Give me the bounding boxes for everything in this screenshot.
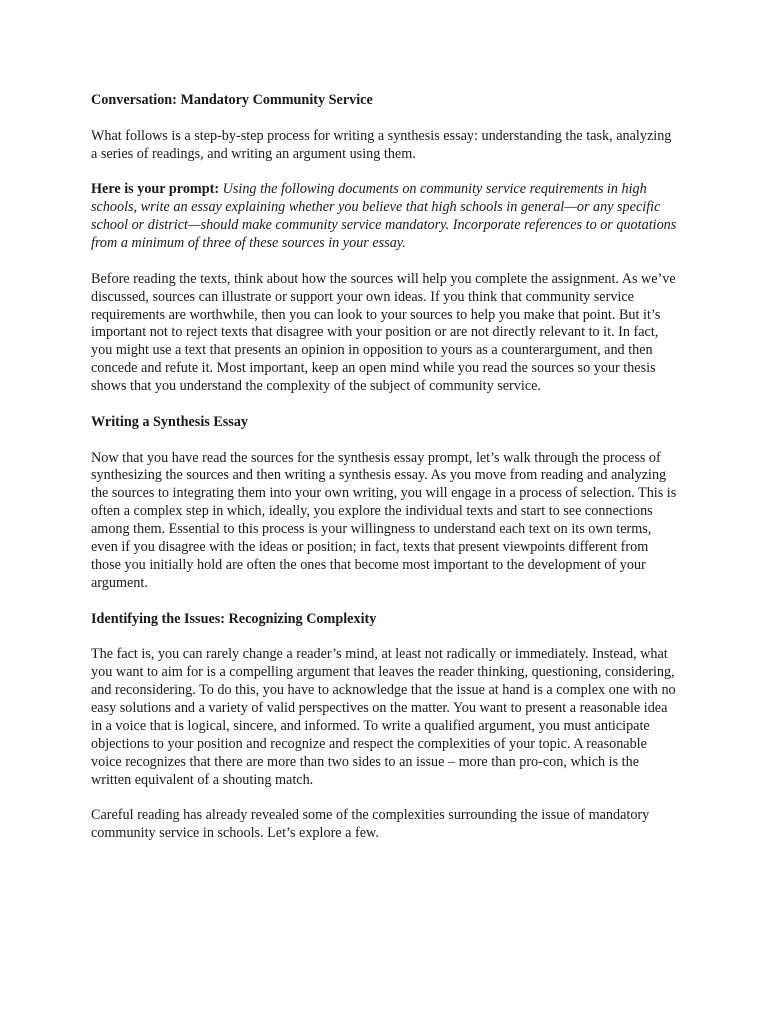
careful-reading-paragraph: Careful reading has already revealed some of the complexities surrounding the issue of mandatory community service in schools. Let’s explore a few.: [91, 807, 650, 842]
document-page: [91, 92, 681, 861]
document-title: Conversation: Mandatory Community Service: [91, 92, 373, 108]
prompt-text: Using the following documents on community service requirements in high schools, write an essay explaining whether you believe that high schools in general—or any specific school or district—should make community service mandatory. Incorporate references to or quotations from a minimum of three of these sources in your essay.: [91, 181, 677, 252]
prompt-label: Here is your prompt:: [91, 181, 220, 198]
prompt-paragraph: [91, 181, 681, 253]
section-heading-writing-synthesis: Writing a Synthesis Essay: [91, 413, 249, 430]
section-heading-identifying-issues: Identifying the Issues: Recognizing Complexity: [91, 610, 377, 627]
before-reading-paragraph: Before reading the texts, think about how the sources will help you complete the assignment. As we’ve discussed, sources can illustrate or support your own ideas. If you think that community service requirements are worthwhile, then you can look to your sources to help you make that point. But it’s important not to reject texts that disagree with your position or are not directly relevant to it. In fact, you might use a text that presents an opinion in opposition to yours as a counterargument, and then concede and refute it. Most important, keep an open mind while you read the sources so your thesis shows that you understand the complexity of the subject of community service.: [91, 270, 676, 395]
complexity-paragraph: The fact is, you can rarely change a reader’s mind, at least not radically or immediately. Instead, what you want to aim for is a compelling argument that leaves the reader thinking, questioning, considering, and reconsidering. To do this, you have to acknowledge that the issue at hand is a complex one with no easy solutions and a variety of valid perspectives on the matter. You want to present a reasonable idea in a voice that is logical, sincere, and informed. To write a qualified argument, you must anticipate objections to your position and recognize and respect the complexities of your topic. A reasonable voice recognizes that there are more than two sides to an issue – more than pro-con, which is the written equivalent of a shouting match.: [91, 646, 676, 788]
synthesis-paragraph: Now that you have read the sources for the synthesis essay prompt, let’s walk through the process of synthesizing the sources and then writing a synthesis essay. As you move from reading and analyzing the sources to integrating them into your own writing, you will engage in a process of selection. This is often a complex step in which, ideally, you explore the individual texts and start to see connections among them. Essential to this process is your willingness to understand each text on its own terms, even if you disagree with the ideas or position; in fact, texts that present viewpoints different from those you initially hold are often the ones that become most important to the development of your argument.: [91, 449, 677, 591]
intro-paragraph: What follows is a step-by-step process for writing a synthesis essay: understanding the task, analyzing a series of readings, and writing an argument using them.: [91, 127, 672, 162]
